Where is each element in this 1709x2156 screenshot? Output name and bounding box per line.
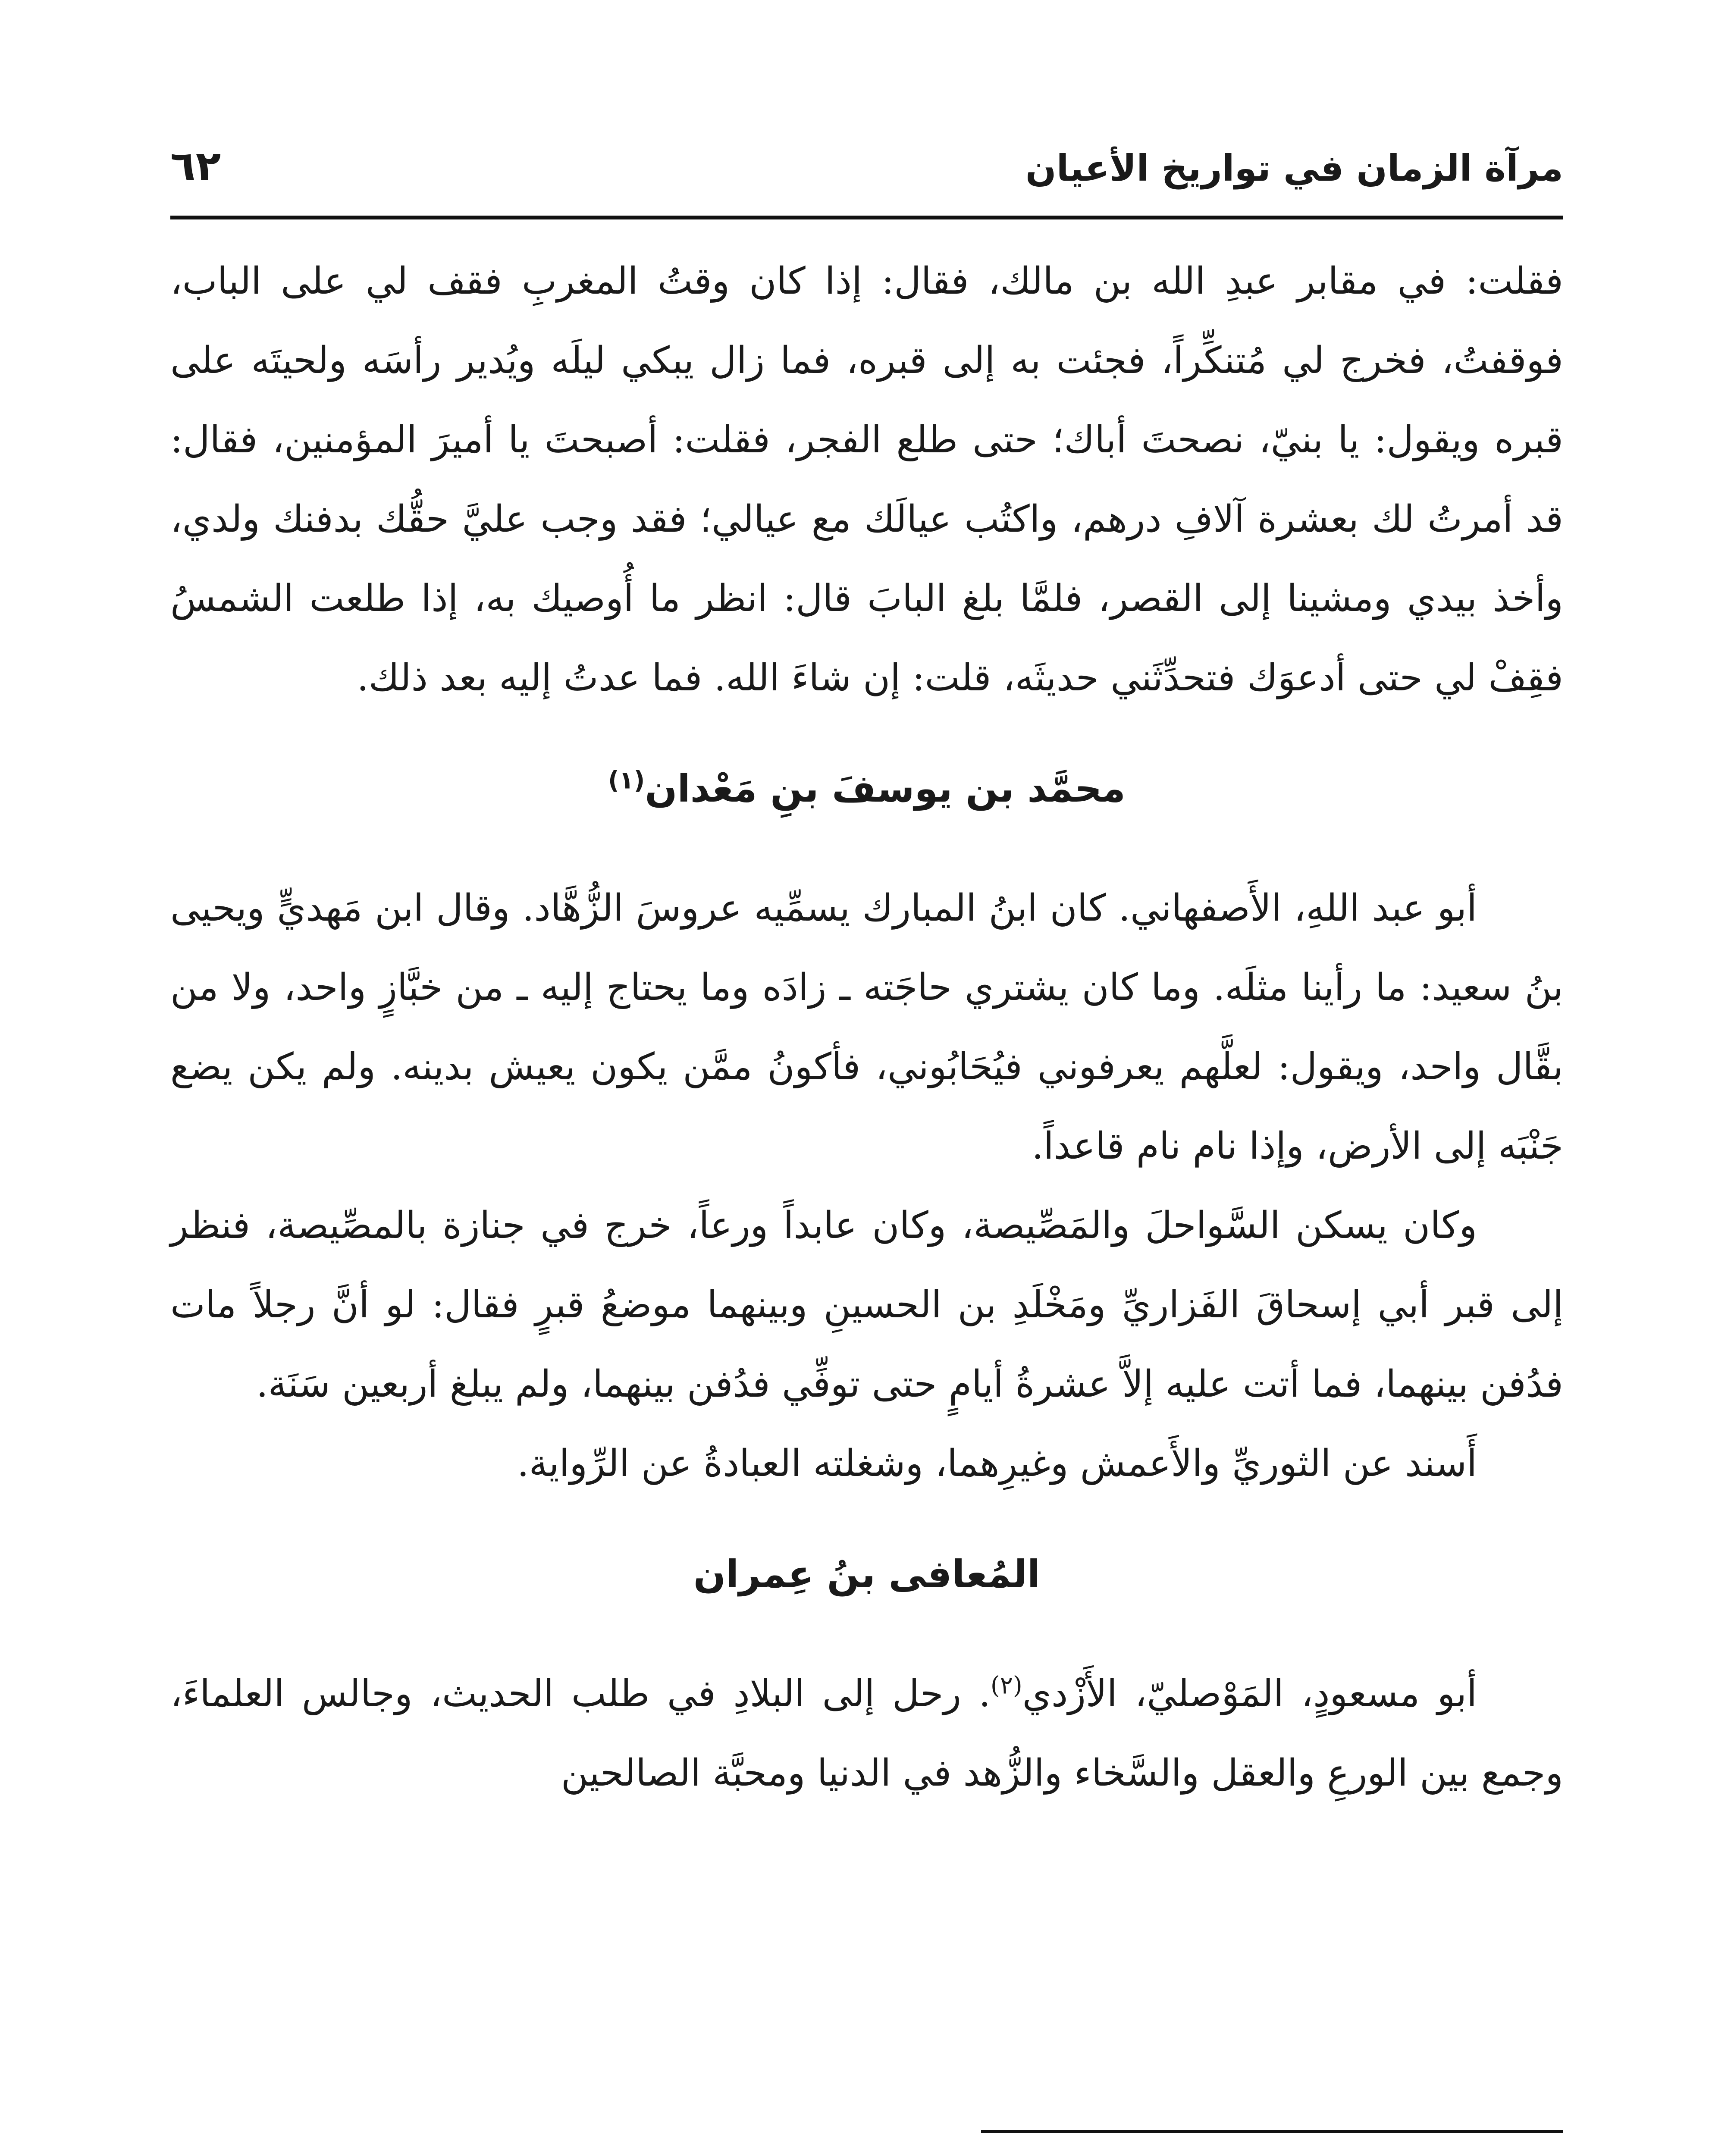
section-heading-1-text: محمَّد بن يوسفَ بنِ مَعْدان: [645, 766, 1126, 811]
main-text: [170, 241, 1563, 1813]
running-header: [170, 134, 1563, 207]
paragraph: أَسند عن الثوريِّ والأَعمش وغيرِهما، وشغلته العبادةُ عن الرِّواية.: [517, 1442, 1477, 1485]
paragraph: [170, 1654, 1563, 1813]
footnote-ref-1: (١): [608, 766, 645, 795]
paragraph-text: أبو مسعودٍ، المَوْصليّ، الأَزْدي: [1022, 1672, 1477, 1715]
paragraph-text: . رحل إلى البلادِ في طلب الحديث، وجالس العلماءَ، وجمع بين الورعِ والعقل والسَّخاء والزُّهد في الدنيا ومحبَّة الصالحين: [170, 1672, 1563, 1795]
footnote-separator: [981, 2130, 1563, 2133]
section-heading-1: [170, 756, 1563, 821]
page-number: ٦٢: [170, 142, 221, 190]
header-rule: [170, 216, 1563, 219]
paragraph: وكان يسكن السَّواحلَ والمَصِّيصة، وكان عابداً ورعاً، خرج في جنازة بالمصِّيصة، فنظر إلى قبر أبي إسحاقَ الفَزاريِّ ومَخْلَدِ بن الحسينِ وبينهما موضعُ قبرٍ فقال: لو أنَّ رجلاً مات فدُفن بينهما، فما أتت عليه إلاَّ عشرةُ أيامٍ حتى توفِّي فدُفن بينهما، ولم يبلغ أربعين سَنَة.: [170, 1204, 1563, 1406]
paragraph: أبو عبد اللهِ، الأَصفهاني. كان ابنُ المبارك يسمِّيه عروسَ الزُّهَّاد. وقال ابن مَهديٍّ ويحيى بنُ سعيد: ما رأينا مثلَه. وما كان يشتري حاجَته ـ زادَه وما يحتاج إليه ـ من خبَّازٍ واحد، ولا من بقَّال واحد، ويقول: لعلَّهم يعرفوني فيُحَابُوني، فأكونُ ممَّن يكون يعيش بدينه. ولم يكن يضع جَنْبَه إلى الأرض، وإذا نام نام قاعداً.: [170, 887, 1563, 1168]
footnote-ref-2: (٢): [990, 1671, 1022, 1700]
section-heading-2: المُعافى بنُ عِمران: [693, 1552, 1041, 1596]
running-title: مرآة الزمان في تواريخ الأعيان: [1025, 147, 1563, 189]
paragraph-continuation: فقلت: في مقابر عبدِ الله بن مالك، فقال: إذا كان وقتُ المغربِ فقف لي على الباب، فوقفتُ، فخرج لي مُتنكِّراً، فجئت به إلى قبره، فما زال يبكي ليلَه ويُدير رأسَه ولحيتَه على قبره ويقول: يا بنيّ، نصحتَ أباك؛ حتى طلع الفجر، فقلت: أصبحتَ يا أميرَ المؤمنين، فقال: قد أمرتُ لك بعشرة آلافِ درهم، واكتُب عيالَك مع عيالي؛ فقد وجب عليَّ حقُّك بدفنك ولدي، وأخذ بيدي ومشينا إلى القصر، فلمَّا بلغ البابَ قال: انظر ما أُوصيك به، إذا طلعت الشمسُ فقِفْ لي حتى أدعوَك فتحدِّثَني حديثَه، قلت: إن شاءَ الله. فما عدتُ إليه بعد ذلك.: [170, 260, 1563, 699]
